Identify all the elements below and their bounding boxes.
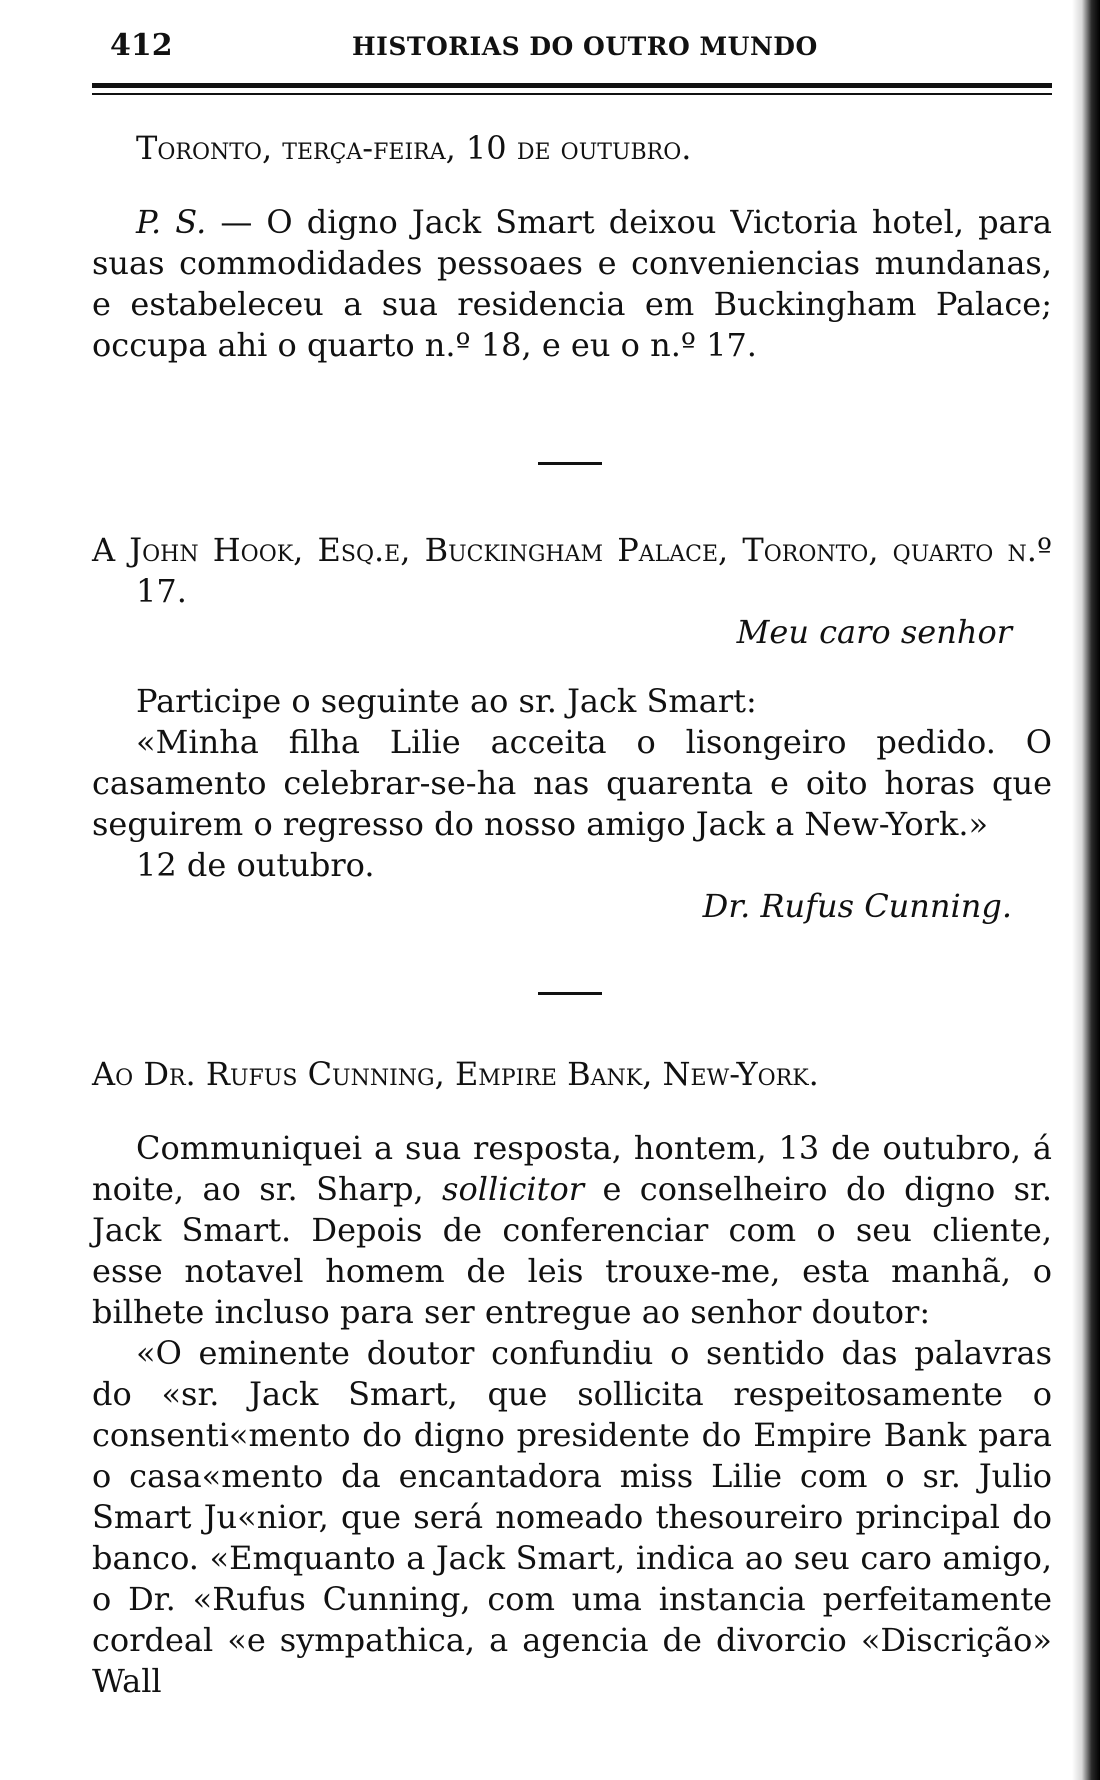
paragraph-2: «O eminente doutor confundiu o sentido das palavras do «sr. Jack Smart, que sollicita respeitosamente o consenti«mento do digno presidente do Empire Bank para o casa«mento da encantadora miss Lilie com o sr. Julio Smart Ju«nior, que será nomeado thesoureiro principal do banco. «Emquanto a Jack Smart, indica ao seu caro amigo, o Dr. «Rufus Cunning, com uma instancia perfeitamente cordeal «e sympathica, a agencia de divorcio «Discrição» Wall bbox=[92, 1334, 1052, 1700]
section-letter-1 bbox=[92, 128, 1052, 366]
paragraph-1-b: e conselheiro do digno sr. Jack Smart. Depois de conferenciar com o seu cliente, esse notavel homem de leis trouxe-me, esta manhã, o bilhete incluso para ser entregue ao senhor doutor: bbox=[92, 1170, 1052, 1331]
paragraph-1 bbox=[92, 1128, 1052, 1333]
scan-edge bbox=[1072, 0, 1100, 1780]
paragraph-1-a: Communiquei a sua resposta, hontem, 13 de outubro, á noite, ao sr. Sharp, bbox=[92, 1129, 1052, 1208]
header-rule-thin bbox=[92, 93, 1052, 95]
running-title: HISTORIAS DO OUTRO MUNDO bbox=[352, 32, 818, 61]
message-date: 12 de outubro. bbox=[136, 846, 375, 884]
message-intro: Participe o seguinte ao sr. Jack Smart: bbox=[136, 682, 757, 720]
paragraph-1-em: sollicitor bbox=[442, 1170, 585, 1208]
salutation: Meu caro senhor bbox=[736, 613, 1012, 651]
postscript bbox=[92, 202, 1052, 366]
section-letter-2 bbox=[92, 530, 1052, 927]
header-rule-thick bbox=[92, 83, 1052, 88]
page-number: 412 bbox=[110, 28, 173, 63]
section-letter-3 bbox=[92, 1054, 1052, 1702]
letter-address: A John Hook, Esq.e, Buckingham Palace, Toronto, quarto n.º 17. bbox=[92, 531, 1052, 610]
ps-text: — O digno Jack Smart deixou Victoria hotel, para suas commodidades pessoaes e conveniencias mundanas, e estabeleceu a sua residencia em Buckingham Palace; occupa ahi o quarto n.º 18, e eu o n.º 17. bbox=[92, 203, 1053, 364]
signature: Dr. Rufus Cunning. bbox=[702, 887, 1012, 925]
dateline: Toronto, terça-feira, 10 de outubro. bbox=[136, 129, 692, 167]
running-head bbox=[92, 20, 1052, 70]
letter-address-2: Ao Dr. Rufus Cunning, Empire Bank, New-York. bbox=[92, 1055, 819, 1093]
section-separator-2 bbox=[538, 992, 602, 995]
ps-label: P. S. bbox=[136, 203, 207, 241]
message-quote: «Minha filha Lilie acceita o lisongeiro pedido. O casamento celebrar-se-ha nas quarenta e oito horas que seguirem o regresso do nosso amigo Jack a New-York.» bbox=[92, 723, 1052, 843]
section-separator bbox=[538, 462, 602, 465]
